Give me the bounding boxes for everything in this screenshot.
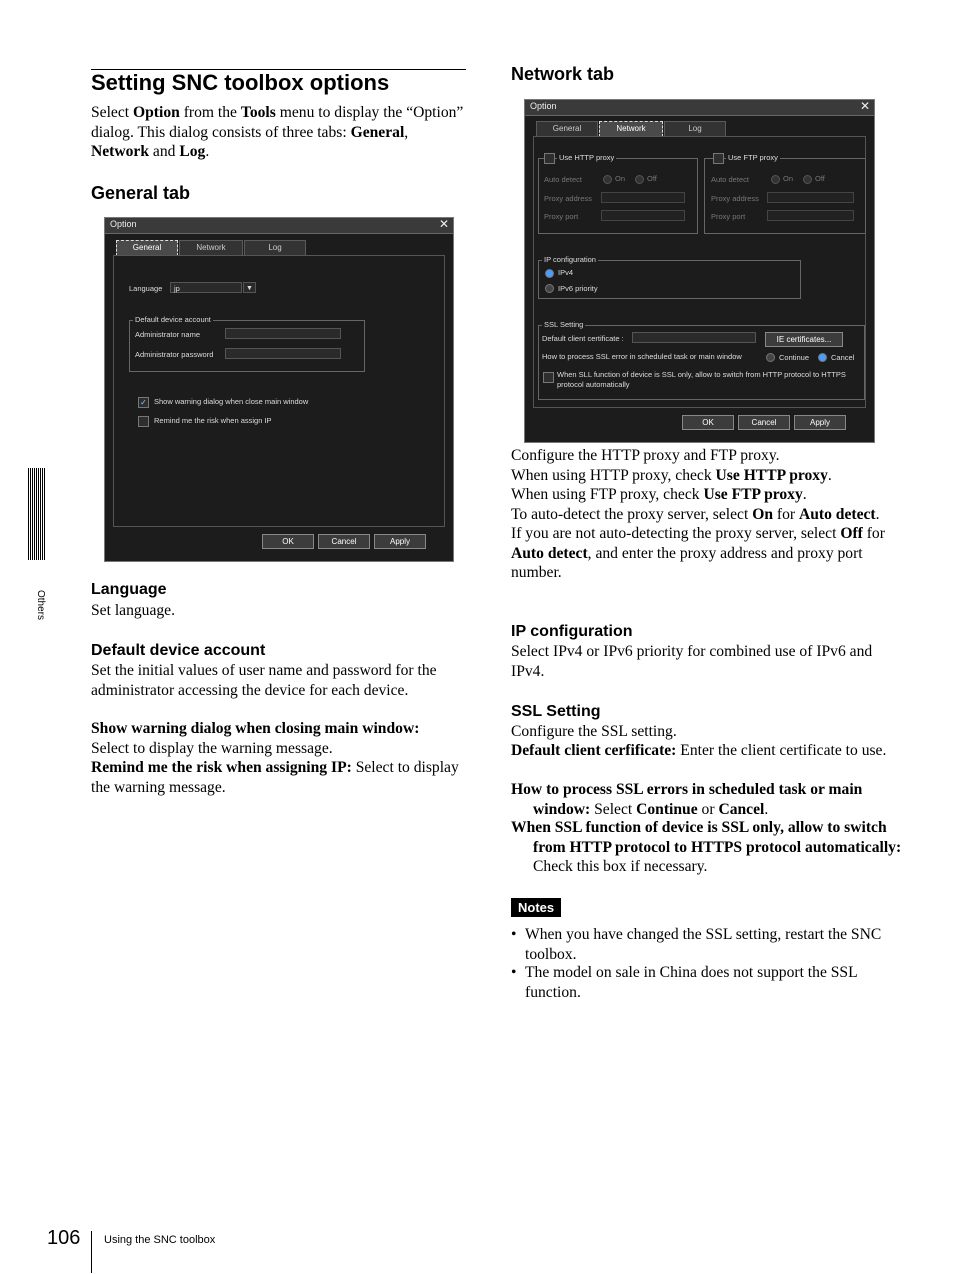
tab-pane bbox=[113, 255, 445, 527]
ipv6-radio[interactable] bbox=[545, 284, 554, 293]
http-proxy-address-input[interactable] bbox=[601, 192, 685, 203]
ftp-off-radio[interactable] bbox=[803, 175, 812, 184]
risk-checkbox-label: Remind me the risk when assign IP bbox=[154, 416, 272, 425]
tab-network[interactable]: Network bbox=[599, 121, 663, 137]
footer-divider bbox=[91, 1231, 92, 1273]
use-http-proxy-label: Use HTTP proxy bbox=[559, 153, 615, 162]
intro-paragraph: Select Option from the Tools menu to display the “Option” dialog. This dialog consists of three tabs: General, Network and Log. bbox=[91, 104, 464, 160]
cancel-button[interactable]: Cancel bbox=[318, 534, 370, 549]
ftp-proxy-port-input[interactable] bbox=[767, 210, 854, 221]
use-ftp-proxy-checkbox[interactable] bbox=[713, 153, 724, 164]
ipv4-label: IPv4 bbox=[558, 268, 574, 277]
warn-checkbox[interactable]: ✓ bbox=[138, 397, 149, 408]
account-group-label: Default device account bbox=[135, 315, 211, 324]
footer-section: Using the SNC toolbox bbox=[104, 1234, 216, 1246]
language-label: Language bbox=[129, 284, 163, 293]
ftp-proxy-address-label: Proxy address bbox=[711, 194, 759, 203]
ftp-proxy-port-label: Proxy port bbox=[711, 212, 746, 221]
close-icon[interactable]: ✕ bbox=[438, 217, 449, 231]
tab-log[interactable]: Log bbox=[244, 240, 306, 256]
tab-general[interactable]: General bbox=[536, 121, 598, 137]
http-on-radio[interactable] bbox=[603, 175, 612, 184]
warn-checkbox-label: Show warning dialog when close main window bbox=[154, 397, 309, 406]
risk-checkbox[interactable] bbox=[138, 416, 149, 427]
admin-name-label: Administrator name bbox=[135, 330, 201, 339]
cancel-button[interactable]: Cancel bbox=[738, 415, 790, 430]
use-ftp-proxy-label: Use FTP proxy bbox=[728, 153, 778, 162]
ip-config-group bbox=[538, 260, 801, 299]
side-index-bars bbox=[28, 468, 46, 560]
ipv6-label: IPv6 priority bbox=[558, 284, 598, 293]
ssl-error-label: How to process SSL error in scheduled task or main window bbox=[542, 352, 742, 361]
admin-name-input[interactable] bbox=[225, 328, 341, 339]
http-proxy-port-label: Proxy port bbox=[544, 212, 579, 221]
admin-password-label: Administrator password bbox=[135, 350, 214, 359]
client-cert-input[interactable] bbox=[632, 332, 756, 343]
ssl-text: Configure the SSL setting. bbox=[511, 723, 677, 740]
cancel-radio[interactable] bbox=[818, 353, 827, 362]
ie-certificates-button[interactable]: IE certificates... bbox=[765, 332, 843, 347]
tab-log[interactable]: Log bbox=[664, 121, 726, 137]
side-section-label: Others bbox=[35, 590, 46, 621]
continue-label: Continue bbox=[779, 353, 810, 362]
page-number: 106 bbox=[47, 1227, 81, 1249]
ip-config-text: Select IPv4 or IPv6 priority for combined use of IPv6 and IPv4. bbox=[511, 643, 873, 680]
apply-button[interactable]: Apply bbox=[794, 415, 846, 430]
dialog-titlebar bbox=[525, 100, 874, 116]
note-item bbox=[511, 963, 887, 1002]
cancel-radio-label: Cancel bbox=[831, 353, 855, 362]
network-tab-heading: Network tab bbox=[511, 64, 615, 84]
network-option-dialog bbox=[524, 99, 875, 443]
ssl-only-checkbox[interactable] bbox=[543, 372, 554, 383]
ip-config-label: IP configuration bbox=[544, 255, 596, 264]
ftp-off-label: Off bbox=[815, 174, 825, 183]
language-select[interactable]: jp bbox=[170, 282, 242, 293]
note-text: The model on sale in China does not support the SSL function. bbox=[525, 964, 858, 1001]
ssl-error-item: How to process SSL errors in scheduled task or main window: Select Continue or Cancel. bbox=[511, 781, 863, 818]
admin-password-input[interactable] bbox=[225, 348, 341, 359]
tab-network[interactable]: Network bbox=[179, 240, 243, 256]
http-off-radio[interactable] bbox=[635, 175, 644, 184]
continue-radio[interactable] bbox=[766, 353, 775, 362]
use-http-proxy-checkbox[interactable] bbox=[544, 153, 555, 164]
client-cert-label: Default client certificate : bbox=[542, 334, 624, 343]
warn-paragraph: Show warning dialog when closing main window: Select to display the warning message. Remind me the risk when assigning IP: Select to display the warning message. bbox=[91, 720, 459, 796]
dialog-title: Option bbox=[530, 101, 557, 111]
bullet: • bbox=[511, 964, 517, 981]
note-text: When you have changed the SSL setting, restart the SNC toolbox. bbox=[525, 926, 882, 963]
ip-config-heading: IP configuration bbox=[511, 623, 633, 640]
proxy-paragraph: Configure the HTTP proxy and FTP proxy. When using HTTP proxy, check Use HTTP proxy. When using FTP proxy, check Use FTP proxy. To auto-detect the proxy server, select On for Auto detect. If you are not auto-detecting the proxy server, select Off for Auto detect, and enter the proxy address and proxy port number. bbox=[511, 447, 885, 581]
ftp-on-radio[interactable] bbox=[771, 175, 780, 184]
account-heading: Default device account bbox=[91, 642, 266, 659]
http-off-label: Off bbox=[647, 174, 657, 183]
ftp-auto-detect-label: Auto detect bbox=[711, 175, 749, 184]
notes-badge: Notes bbox=[511, 898, 561, 917]
close-icon[interactable]: ✕ bbox=[859, 99, 870, 113]
note-item bbox=[511, 925, 887, 964]
ssl-group-label: SSL Setting bbox=[544, 320, 584, 329]
http-on-label: On bbox=[615, 174, 626, 183]
ssl-only-item: When SSL function of device is SSL only, allow to switch from HTTP protocol to HTTPS protocol automatically: Check this box if necessary. bbox=[511, 819, 902, 875]
page-title: Setting SNC toolbox options bbox=[91, 70, 390, 95]
ok-button[interactable]: OK bbox=[682, 415, 734, 430]
chevron-down-icon[interactable]: ▼ bbox=[243, 282, 256, 293]
ftp-on-label: On bbox=[783, 174, 794, 183]
apply-button[interactable]: Apply bbox=[374, 534, 426, 549]
http-proxy-port-input[interactable] bbox=[601, 210, 685, 221]
tab-general[interactable]: General bbox=[116, 240, 178, 256]
http-proxy-address-label: Proxy address bbox=[544, 194, 592, 203]
bullet: • bbox=[511, 926, 517, 943]
general-option-dialog bbox=[104, 217, 454, 562]
dialog-title: Option bbox=[110, 219, 137, 229]
ftp-proxy-address-input[interactable] bbox=[767, 192, 854, 203]
http-auto-detect-label: Auto detect bbox=[544, 175, 582, 184]
ssl-cert-item: Default client cerfificate: Enter the client certificate to use. bbox=[511, 742, 887, 759]
account-text: Set the initial values of user name and password for the administrator accessing the device for each device. bbox=[91, 662, 437, 699]
dialog-titlebar bbox=[105, 218, 453, 234]
language-heading: Language bbox=[91, 581, 167, 598]
ssl-heading: SSL Setting bbox=[511, 703, 601, 720]
general-tab-heading: General tab bbox=[91, 183, 191, 203]
ipv4-radio[interactable] bbox=[545, 269, 554, 278]
language-text: Set language. bbox=[91, 602, 176, 619]
ssl-only-label: When SLL function of device is SSL only, allow to switch from HTTP protocol to HTTPS protocol automatically bbox=[557, 370, 846, 389]
ok-button[interactable]: OK bbox=[262, 534, 314, 549]
